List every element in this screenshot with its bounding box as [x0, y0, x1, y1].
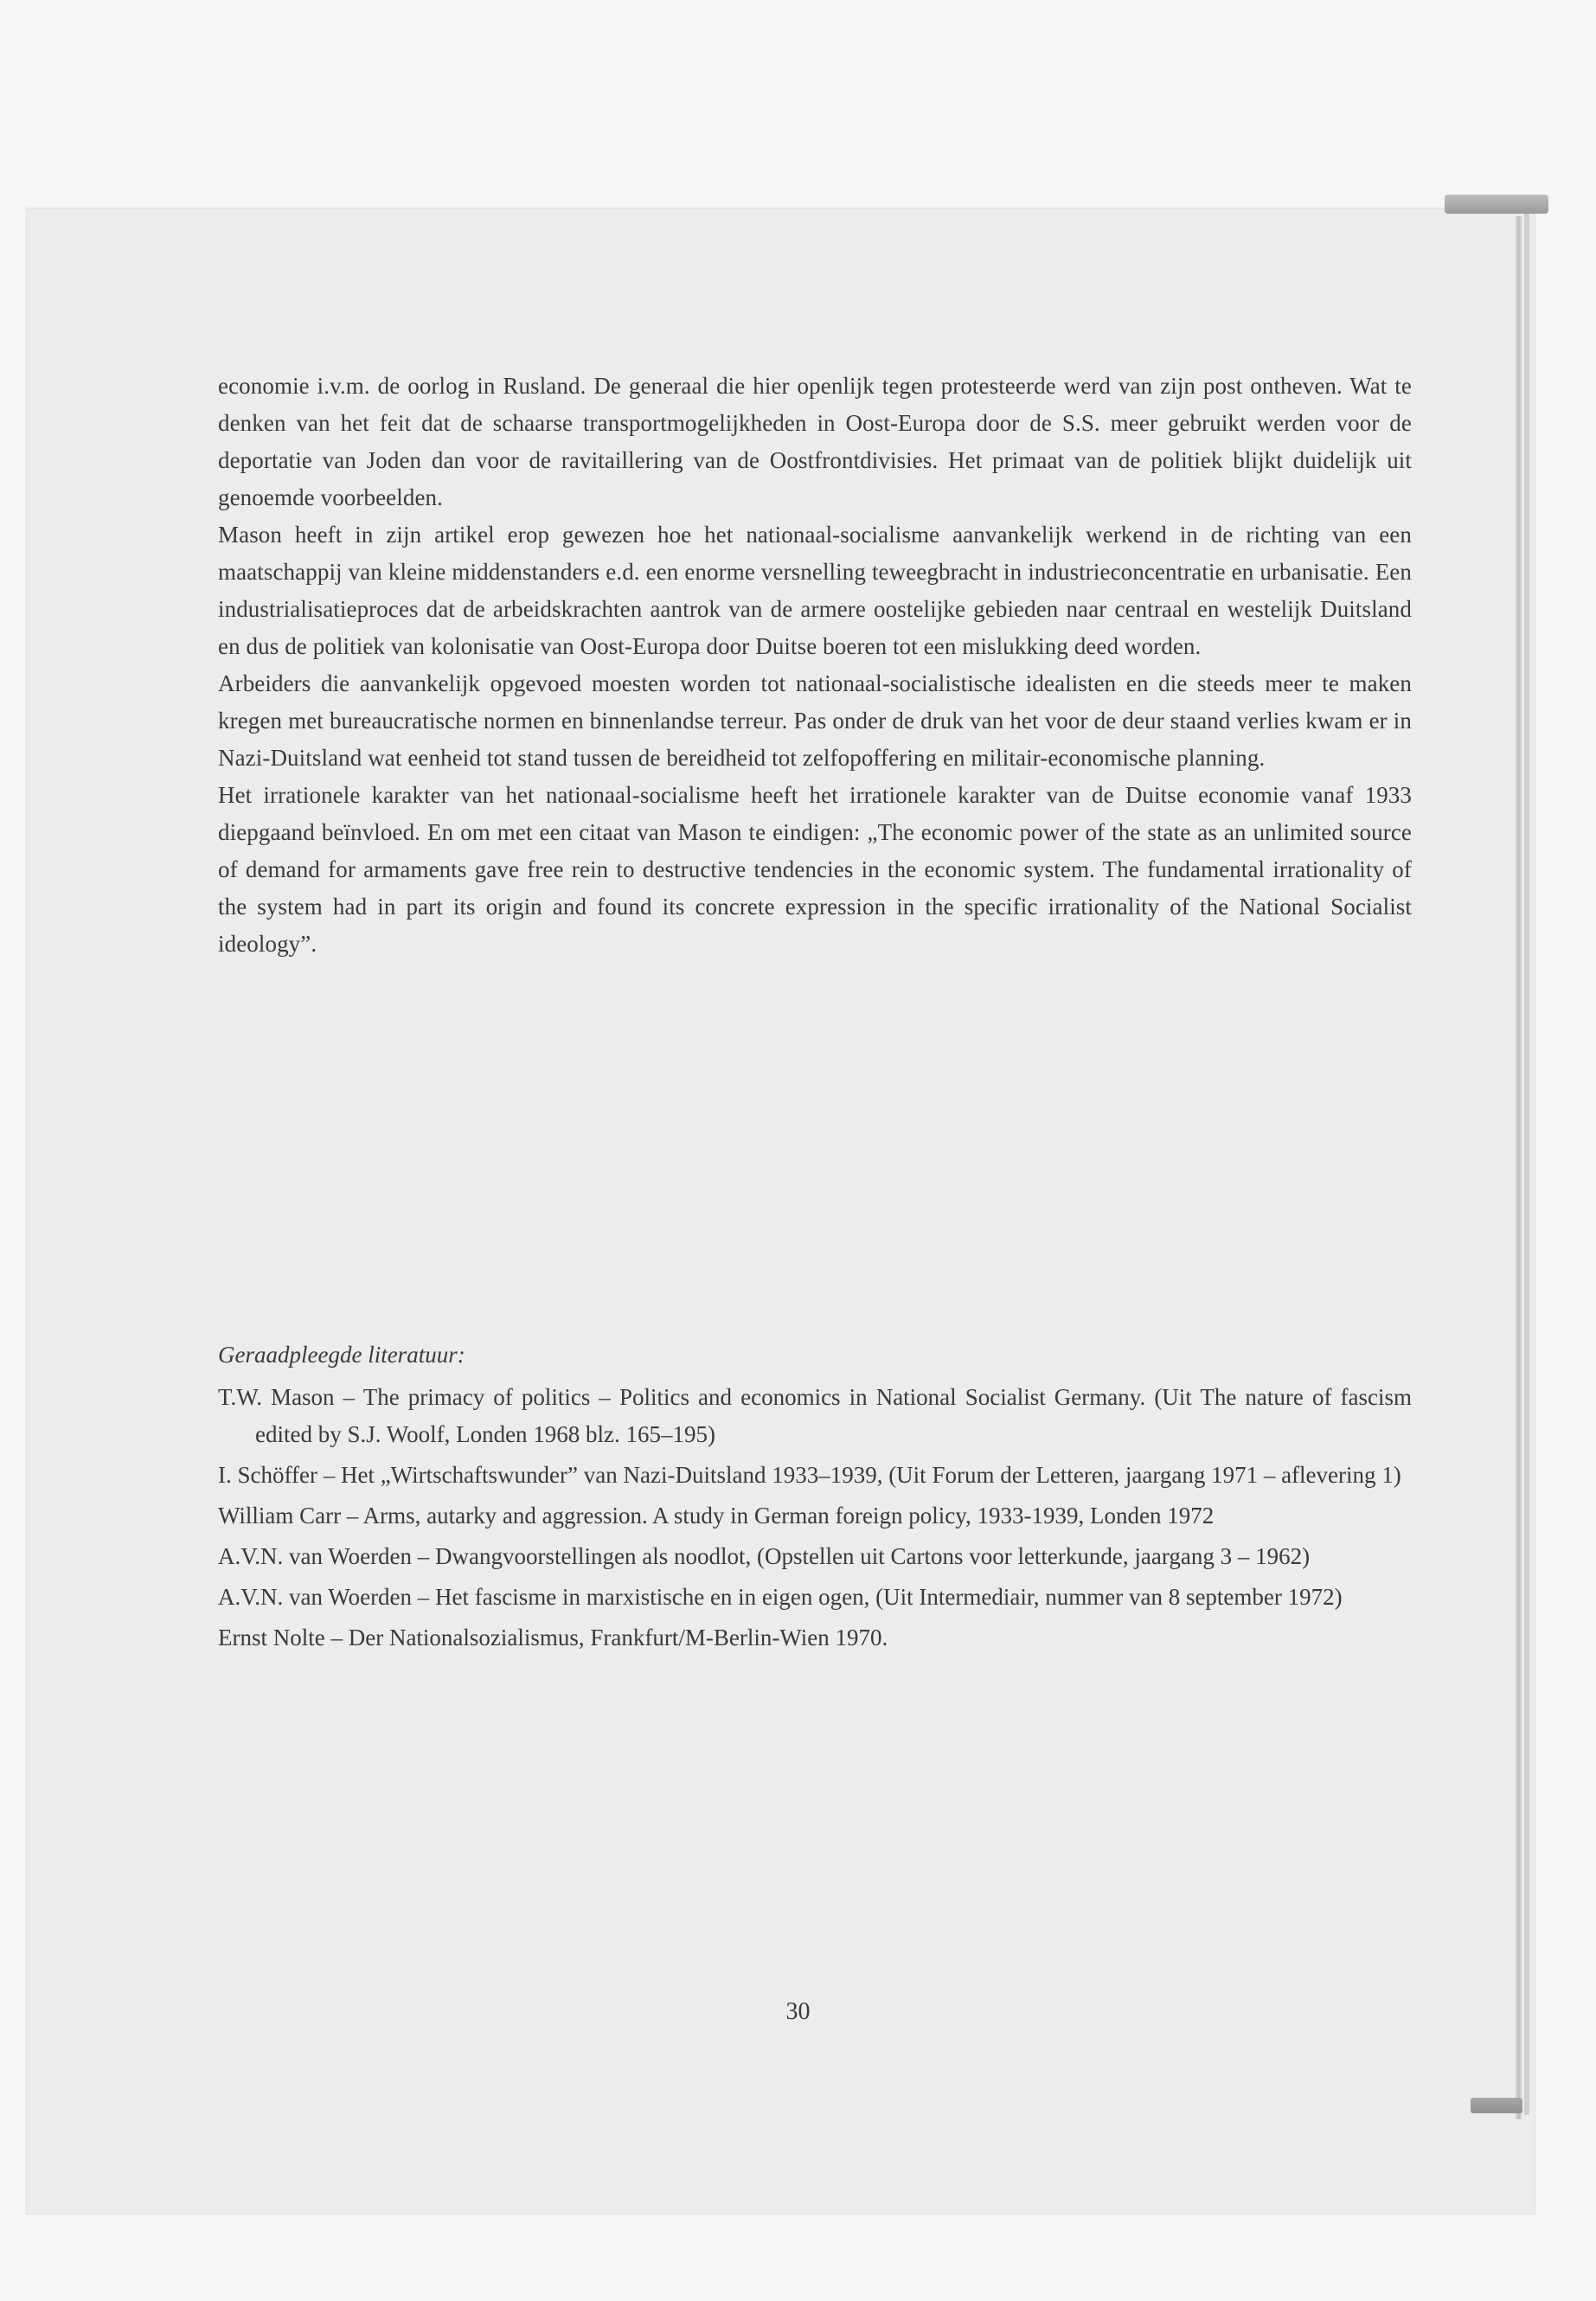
bibliography-entry: Ernst Nolte – Der Nationalsozialismus, Frankfurt/M-Berlin-Wien 1970.: [218, 1625, 888, 1650]
paragraph: Arbeiders die aanvankelijk opgevoed moesten worden tot nationaal-socialistische idealisten en die steeds meer te maken kregen met bureaucratische normen en binnenlandse terreur. Pas onder de druk van het voor de deur staand verlies kwam er in Nazi-Duitsland wat eenheid tot stand tussen de bereidheid tot zelfopoffering en militair-economische planning.: [218, 670, 1412, 771]
bibliography-entry: William Carr – Arms, autarky and aggression. A study in German foreign policy, 1933-1939, Londen 1972: [218, 1503, 1215, 1529]
bibliography-heading: Geraadpleegde literatuur:: [218, 1342, 465, 1368]
binding-clip-top: [1445, 195, 1548, 214]
paragraph: Het irrationele karakter van het nationaal-socialisme heeft het irrationele karakter van de Duitse economie vanaf 1933 diepgaand beïnvloed. En om met een citaat van Mason te eindigen: „The economic power of the state as an unlimited source of demand for armaments gave free rein to destructive tendencies in the economic system. The fundamental irrationality of the system had in part its origin and found its concrete expression in the specific irrationality of the National Socialist ideology”.: [218, 782, 1412, 957]
paragraph: Mason heeft in zijn artikel erop gewezen hoe het nationaal-socialisme aanvankelijk werkend in de richting van een maatschappij van kleine middenstanders e.d. een enorme versnelling teweegbracht in industrieconcentratie en urbanisatie. Een industrialisatieproces dat de arbeidskrachten aantrok van de armere oostelijke gebieden naar centraal en westelijk Duitsland en dus de politiek van kolonisatie van Oost-Europa door Duitse boeren tot een mislukking deed worden.: [218, 522, 1412, 659]
page-number: 30: [785, 1998, 811, 2025]
bibliography-entry: T.W. Mason – The primacy of politics – Politics and economics in National Socialist Germany. (Uit The nature of fascism edited by S.J. Woolf, Londen 1968 blz. 165–195): [218, 1384, 1412, 1447]
bibliography: [218, 1336, 1412, 1660]
bibliography-entry: I. Schöffer – Het „Wirtschaftswunder” van Nazi-Duitsland 1933–1939, (Uit Forum der Letteren, jaargang 1971 – aflevering 1): [218, 1462, 1401, 1488]
bibliography-entry: A.V.N. van Woerden – Het fascisme in marxistische en in eigen ogen, (Uit Intermediair, nummer van 8 september 1972): [218, 1584, 1343, 1610]
book-spine-strip: [1524, 212, 1529, 2115]
page-edge: [1516, 216, 1522, 2119]
bibliography-entry: A.V.N. van Woerden – Dwangvoorstellingen als noodlot, (Opstellen uit Cartons voor letterkunde, jaargang 3 – 1962): [218, 1543, 1311, 1569]
paragraph: economie i.v.m. de oorlog in Rusland. De generaal die hier openlijk tegen protesteerde werd van zijn post ontheven. Wat te denken van het feit dat de schaarse transportmogelijkheden in Oost-Europa door de S.S. meer gebruikt werden voor de deportatie van Joden dan voor de ravitaillering van de Oostfrontdivisies. Het primaat van de politiek blijkt duidelijk uit genoemde voorbeelden.: [218, 373, 1412, 510]
body-text: [218, 368, 1412, 963]
binding-clip-bottom: [1471, 2098, 1522, 2113]
